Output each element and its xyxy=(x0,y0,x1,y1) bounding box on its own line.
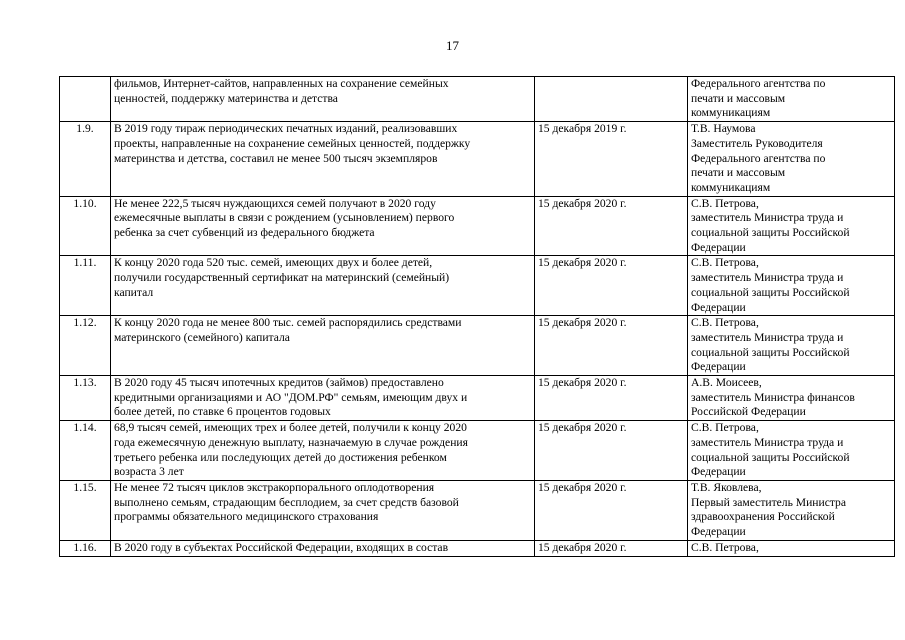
responsible-line: С.В. Петрова, xyxy=(691,256,759,270)
row-number-cell: 1.9. xyxy=(60,122,111,197)
description-line: 68,9 тысяч семей, имеющих трех и более детей, получили к концу 2020 xyxy=(114,421,467,435)
responsible-line: Т.В. Наумова xyxy=(691,122,756,136)
responsible-line: Федерации xyxy=(691,300,746,314)
measure-description-cell xyxy=(111,122,535,197)
responsible-line: Федерации xyxy=(691,525,746,539)
responsible-line: заместитель Министра финансов xyxy=(691,390,855,404)
measure-description-cell xyxy=(111,196,535,256)
measure-description-cell xyxy=(111,376,535,421)
responsible-line: социальной защиты Российской xyxy=(691,226,850,240)
table-row xyxy=(60,196,895,256)
responsible-line: А.В. Моисеев, xyxy=(691,376,762,390)
responsible-line: заместитель Министра труда и xyxy=(691,271,844,285)
description-line: года ежемесячную денежную выплату, назначаемую в случае рождения xyxy=(114,435,468,449)
description-line: К концу 2020 года не менее 800 тыс. семей распорядились средствами xyxy=(114,316,462,330)
deadline-date-cell: 15 декабря 2020 г. xyxy=(535,421,688,481)
measure-description-cell xyxy=(111,421,535,481)
responsible-person-cell xyxy=(688,316,895,376)
responsible-line: Федерации xyxy=(691,240,746,254)
description-line: ребенка за счет субвенций из федерального бюджета xyxy=(114,226,375,240)
description-line: В 2020 году 45 тысяч ипотечных кредитов (займов) предоставлено xyxy=(114,376,444,390)
description-line: материнства и детства, составил не менее 500 тысяч экземпляров xyxy=(114,151,438,165)
table-row xyxy=(60,77,895,122)
responsible-line: печати и массовым xyxy=(691,166,786,180)
description-line: выполнено семьям, страдающим бесплодием, за счет средств базовой xyxy=(114,495,459,509)
responsible-line: здравоохранения Российской xyxy=(691,510,835,524)
responsible-line: С.В. Петрова, xyxy=(691,540,759,554)
measure-description-cell xyxy=(111,540,535,556)
description-line: более детей, по ставке 6 процентов годовых xyxy=(114,405,331,419)
row-number-cell xyxy=(60,77,111,122)
deadline-date-cell: 15 декабря 2020 г. xyxy=(535,540,688,556)
responsible-line: Федерации xyxy=(691,465,746,479)
description-line: программы обязательного медицинского страхования xyxy=(114,510,379,524)
measures-table xyxy=(59,76,895,557)
responsible-line: Федерального агентства по xyxy=(691,77,826,90)
row-number-cell: 1.14. xyxy=(60,421,111,481)
responsible-line: заместитель Министра труда и xyxy=(691,330,844,344)
description-line: фильмов, Интернет-сайтов, направленных на сохранение семейных xyxy=(114,77,449,90)
description-line: кредитными организациями и АО "ДОМ.РФ" семьям, имеющим двух и xyxy=(114,390,468,404)
measure-description-cell xyxy=(111,316,535,376)
row-number-cell: 1.11. xyxy=(60,256,111,316)
responsible-line: коммуникациям xyxy=(691,180,771,194)
responsible-person-cell xyxy=(688,376,895,421)
table-row xyxy=(60,256,895,316)
responsible-person-cell xyxy=(688,256,895,316)
deadline-date-cell: 15 декабря 2019 г. xyxy=(535,122,688,197)
description-line: проекты, направленные на сохранение семейных ценностей, поддержку xyxy=(114,136,471,150)
description-line: материнского (семейного) капитала xyxy=(114,330,290,344)
responsible-person-cell xyxy=(688,480,895,540)
responsible-person-cell xyxy=(688,77,895,122)
responsible-line: С.В. Петрова, xyxy=(691,196,759,210)
responsible-line: печати и массовым xyxy=(691,91,786,105)
row-number-cell: 1.12. xyxy=(60,316,111,376)
measure-description-cell xyxy=(111,256,535,316)
responsible-line: коммуникациям xyxy=(691,106,771,120)
description-line: капитал xyxy=(114,285,154,299)
measure-description-cell xyxy=(111,77,535,122)
measure-description-cell xyxy=(111,480,535,540)
row-number-cell: 1.16. xyxy=(60,540,111,556)
responsible-person-cell xyxy=(688,196,895,256)
deadline-date-cell: 15 декабря 2020 г. xyxy=(535,256,688,316)
description-line: Не менее 222,5 тысяч нуждающихся семей получают в 2020 году xyxy=(114,196,436,210)
responsible-person-cell xyxy=(688,540,895,556)
responsible-line: заместитель Министра труда и xyxy=(691,211,844,225)
table-row xyxy=(60,122,895,197)
responsible-line: С.В. Петрова, xyxy=(691,316,759,330)
responsible-line: Первый заместитель Министра xyxy=(691,495,846,509)
description-line: В 2019 году тираж периодических печатных изданий, реализовавших xyxy=(114,122,458,136)
responsible-line: Т.В. Яковлева, xyxy=(691,480,762,494)
responsible-line: Российской Федерации xyxy=(691,405,806,419)
deadline-date-cell: 15 декабря 2020 г. xyxy=(535,480,688,540)
description-line: Не менее 72 тысяч циклов экстракорпорального оплодотворения xyxy=(114,480,435,494)
table-row xyxy=(60,480,895,540)
responsible-line: С.В. Петрова, xyxy=(691,421,759,435)
description-line: ежемесячные выплаты в связи с рождением (усыновлением) первого xyxy=(114,211,455,225)
deadline-date-cell: 15 декабря 2020 г. xyxy=(535,316,688,376)
responsible-line: социальной защиты Российской xyxy=(691,345,850,359)
responsible-line: Заместитель Руководителя xyxy=(691,136,823,150)
deadline-date-cell xyxy=(535,77,688,122)
row-number-cell: 1.10. xyxy=(60,196,111,256)
responsible-line: социальной защиты Российской xyxy=(691,450,850,464)
row-number-cell: 1.13. xyxy=(60,376,111,421)
description-line: третьего ребенка или последующих детей до достижения ребенком xyxy=(114,450,447,464)
table-row xyxy=(60,540,895,556)
description-line: возраста 3 лет xyxy=(114,465,184,479)
responsible-person-cell xyxy=(688,421,895,481)
table-row xyxy=(60,376,895,421)
responsible-line: Федерации xyxy=(691,360,746,374)
deadline-date-cell: 15 декабря 2020 г. xyxy=(535,376,688,421)
measures-table-body xyxy=(60,77,895,557)
row-number-cell: 1.15. xyxy=(60,480,111,540)
deadline-date-cell: 15 декабря 2020 г. xyxy=(535,196,688,256)
description-line: К концу 2020 года 520 тыс. семей, имеющих двух и более детей, xyxy=(114,256,433,270)
responsible-person-cell xyxy=(688,122,895,197)
table-row xyxy=(60,316,895,376)
description-line: В 2020 году в субъектах Российской Федерации, входящих в состав xyxy=(114,540,449,554)
responsible-line: Федерального агентства по xyxy=(691,151,826,165)
responsible-line: социальной защиты Российской xyxy=(691,285,850,299)
page-number: 17 xyxy=(446,38,459,53)
description-line: ценностей, поддержку материнства и детства xyxy=(114,91,338,105)
table-row xyxy=(60,421,895,481)
responsible-line: заместитель Министра труда и xyxy=(691,435,844,449)
description-line: получили государственный сертификат на материнский (семейный) xyxy=(114,271,450,285)
